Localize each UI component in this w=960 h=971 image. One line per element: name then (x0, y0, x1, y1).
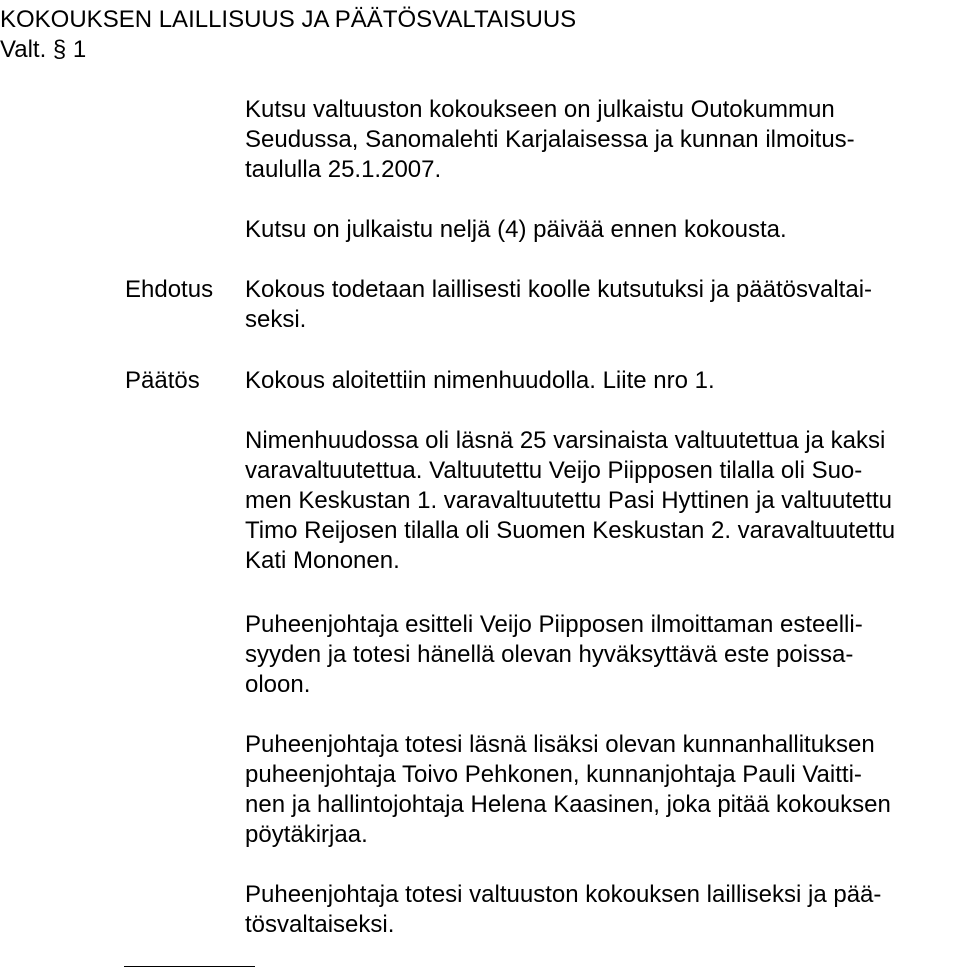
decision-label: Päätös (125, 367, 200, 394)
text-line: pöytäkirjaa. (245, 821, 368, 848)
paragraph-decision (245, 366, 957, 396)
paragraph-attendees (245, 730, 957, 850)
text-line: oloon. (245, 671, 311, 698)
text-line: varavaltuutettua. Valtuutettu Veijo Piipposen tilalla oli Suo- (245, 457, 863, 484)
text-line: Puheenjohtaja totesi valtuuston kokouksen lailliseksi ja pää- (245, 881, 882, 908)
text-line: Nimenhuudossa oli läsnä 25 varsinaista valtuutettua ja kaksi (245, 427, 886, 454)
paragraph-invitation-published (245, 95, 957, 185)
separator-rule (124, 966, 255, 967)
text-line: puheenjohtaja Toivo Pehkonen, kunnanjohtaja Pauli Vaitti- (245, 761, 862, 788)
section-reference: Valt. § 1 (0, 36, 87, 63)
text-line: men Keskustan 1. varavaltuutettu Pasi Hyttinen ja valtuutettu (245, 487, 893, 514)
paragraph-proposal (245, 275, 957, 335)
text-line: Kati Mononen. (245, 547, 400, 574)
text-line: nen ja hallintojohtaja Helena Kaasinen, joka pitää kokouksen (245, 791, 891, 818)
text-line: Kokous aloitettiin nimenhuudolla. Liite nro 1. (245, 367, 715, 394)
paragraph-invitation-timing (245, 215, 957, 245)
text-line: Timo Reijosen tilalla oli Suomen Keskustan 2. varavaltuutettu (245, 517, 896, 544)
text-line: Kokous todetaan laillisesti koolle kutsutuksi ja päätösvaltai- (245, 276, 873, 303)
text-line: tösvaltaiseksi. (245, 911, 395, 938)
paragraph-conclusion (245, 880, 957, 940)
text-line: Seudussa, Sanomalehti Karjalaisessa ja kunnan ilmoitus- (245, 126, 855, 153)
text-line: Kutsu valtuuston kokoukseen on julkaistu Outokummun (245, 96, 835, 123)
text-line: taululla 25.1.2007. (245, 156, 442, 183)
document-title: KOKOUKSEN LAILLISUUS JA PÄÄTÖSVALTAISUUS (0, 6, 577, 33)
text-line: Puheenjohtaja esitteli Veijo Piipposen ilmoittaman esteelli- (245, 611, 863, 638)
text-line: seksi. (245, 306, 307, 333)
text-line: syyden ja totesi hänellä olevan hyväksyttävä este poissa- (245, 641, 854, 668)
proposal-label: Ehdotus (125, 276, 214, 303)
paragraph-disqualification (245, 610, 957, 700)
text-line: Puheenjohtaja totesi läsnä lisäksi olevan kunnanhallituksen (245, 731, 875, 758)
text-line: Kutsu on julkaistu neljä (4) päivää ennen kokousta. (245, 216, 787, 243)
paragraph-roll-call (245, 426, 957, 576)
